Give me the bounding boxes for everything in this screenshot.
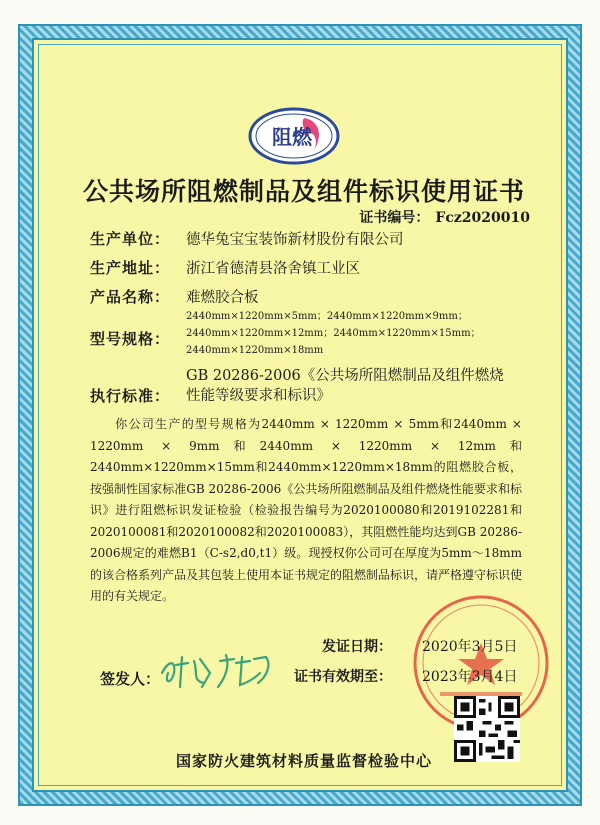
certificate-title: 公共场所阻燃制品及组件标识使用证书	[82, 177, 525, 206]
authorization-text: 你公司生产的型号规格为2440mm × 1220mm × 5mm和2440mm × 1220mm × 9mm和2440mm × 1220mm × 12mm和2440mm×1220mm×15mm和2440mm×1220mm×18mm的阻燃胶合板，按强制性国家标准GB 20286-2006《公共场所阻燃制品及组件燃烧性能要求和标识》进行阻燃标识发证检验（检验报告编号为2020100080和2019102281和2020100081和2020100082和2020100083），其阻燃性能均达到GB 20286-2006规定的难燃B1（C-s2,d0,t1）级。现授权你公司可在厚度为5mm～18mm的该合格系列产品及其包装上使用本证书规定的阻燃制品标识，请严格遵守标识使用的有关规定。	[90, 417, 523, 603]
flame-retardant-logo-icon	[248, 106, 340, 166]
issue-date-value: 2020年3月5日	[422, 639, 518, 655]
certificate-body	[32, 38, 568, 792]
handwritten-signature-icon	[154, 643, 284, 693]
standard-label: 执行标准：	[90, 387, 171, 405]
manufacturer-row: 生产单位： 德华兔宝宝装饰新材股份有限公司	[90, 230, 404, 248]
address-row: 生产地址： 浙江省德清县洛舍镇工业区	[90, 259, 360, 277]
signer-label: 签发人：	[100, 670, 161, 688]
decorative-border	[18, 24, 582, 806]
certificate-content	[34, 40, 574, 798]
certificate-number: 证书编号： Fcz2020010	[359, 210, 530, 226]
valid-until-label: 证书有效期至：	[294, 669, 392, 685]
issue-date-label: 发证日期：	[322, 639, 392, 655]
model-specs: 2440mm×1220mm×5mm；2440mm×1220mm×9mm； 2440mm×1220mm×12mm；2440mm×1220mm×15mm； 2440mm×1220mm×18mm	[186, 311, 481, 356]
issuing-authority: 国家防火建筑材料质量监督检验中心	[175, 752, 432, 770]
svg-text:阻燃: 阻燃	[272, 125, 312, 149]
model-label: 型号规格：	[90, 330, 171, 348]
product-row: 产品名称： 难燃胶合板	[90, 288, 259, 306]
standard-value: GB 20286-2006《公共场所阻燃制品及组件燃烧性能等级要求和标识》	[186, 368, 504, 404]
valid-until-value: 2023年3月4日	[422, 669, 518, 685]
